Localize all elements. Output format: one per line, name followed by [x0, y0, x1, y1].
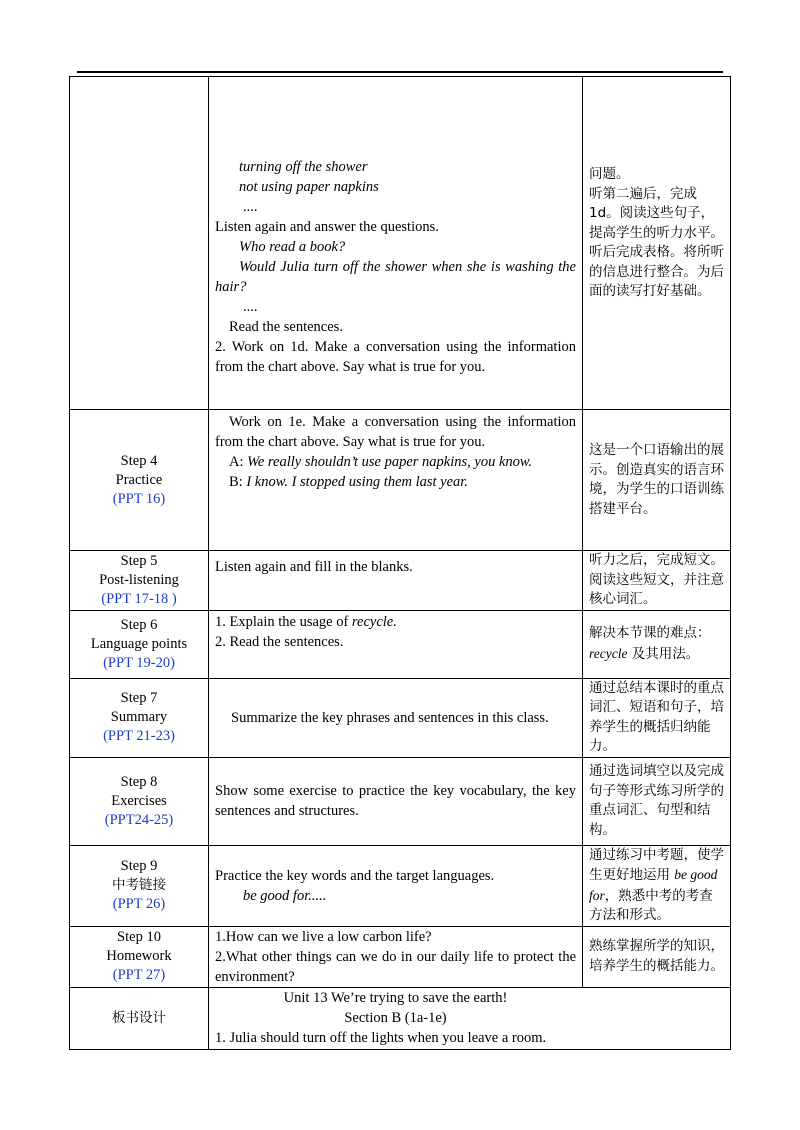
step-cell [70, 845, 209, 926]
step-number: Step 9 [120, 858, 158, 874]
keyword: be good for [589, 867, 718, 903]
step-name: Post-listening [99, 571, 179, 588]
dialogue-line [215, 472, 576, 492]
header-rule [77, 71, 723, 73]
purpose-text: 及其用法。 [627, 645, 700, 662]
purpose-text: 通过总结本课时的重点词汇、短语和句子，培养学生的概括归纳能力。 [589, 679, 724, 754]
activity-cell [209, 757, 583, 845]
step-number: Step 4 [120, 452, 158, 469]
table-row [70, 987, 731, 1049]
step-number: Step 5 [120, 552, 158, 569]
activity-prefix: 1. Explain the usage of [215, 613, 349, 630]
dialogue-text: We really shouldn’t use paper napkins, you know. [247, 454, 533, 470]
activity-text: not using paper napkins [239, 179, 379, 195]
step-cell [70, 410, 209, 551]
step-name: Homework [106, 948, 172, 964]
dialogue-line [215, 452, 576, 472]
board-label-cell [70, 987, 209, 1049]
purpose-cell [583, 410, 731, 551]
purpose-cell [583, 757, 731, 845]
activity-text: Listen again and fill in the blanks. [215, 559, 413, 575]
ppt-ref: (PPT 19-20) [103, 654, 175, 671]
ppt-ref: (PPT24-25) [104, 811, 174, 828]
activity-cell [209, 845, 583, 926]
step-name: 中考链接 [112, 877, 166, 893]
purpose-text: 解决本节课的难点： [589, 625, 711, 641]
activity-text: Practice the key words and the target languages. [215, 867, 495, 884]
step-name: Summary [110, 709, 168, 725]
step-number: Step 10 [117, 929, 161, 945]
board-sentence: 1. Julia should turn off the lights when you leave a room. [215, 1029, 547, 1046]
activity-cell [209, 77, 583, 410]
table-row [70, 77, 731, 410]
table-row [70, 610, 731, 678]
activity-cell [209, 610, 583, 678]
table-row [70, 757, 731, 845]
activity-text: be good for..... [243, 887, 327, 904]
activity-text: .... [243, 199, 258, 215]
activity-text [215, 612, 576, 632]
board-section: Section B (1a-1e) [344, 1009, 447, 1026]
activity-text: turning off the shower [239, 159, 368, 175]
activity-text: .... [243, 299, 258, 315]
purpose-text: 这是一个口语输出的展示。创造真实的语言环境，为学生的口语训练搭建平台。 [589, 442, 724, 517]
activity-cell [209, 410, 583, 551]
keyword: recycle [589, 645, 628, 661]
purpose-cell [583, 77, 731, 410]
step-number: Step 6 [120, 616, 158, 633]
activity-text: Who read a book? [239, 239, 346, 255]
lesson-plan-table [69, 76, 731, 1050]
activity-cell [209, 926, 583, 987]
purpose-text: 听力之后，完成短文。阅读这些短文，并注意核心词汇。 [589, 552, 724, 607]
step-cell [70, 678, 209, 757]
step-number: Step 8 [120, 773, 158, 790]
purpose-cell [583, 845, 731, 926]
activity-text: 2. Work on 1d. Make a conversation using the information from the chart above. Say what is true for you. [215, 339, 576, 375]
ppt-ref: (PPT 27) [112, 967, 166, 983]
purpose-cell [583, 610, 731, 678]
ppt-ref: (PPT 16) [112, 490, 166, 507]
activity-text: Work on 1e. Make a conversation using the information from the chart above. Say what is true for you. [215, 414, 576, 450]
purpose-cell [583, 926, 731, 987]
ppt-ref: (PPT 17-18 ) [101, 590, 177, 607]
activity-cell [209, 551, 583, 611]
activity-text: Read the sentences. [229, 319, 343, 335]
board-design-label: 板书设计 [112, 1009, 166, 1026]
speaker-label: B: [229, 474, 243, 490]
ppt-ref: (PPT 21-23) [103, 728, 175, 744]
table-row [70, 926, 731, 987]
ppt-ref: (PPT 26) [112, 896, 166, 912]
step-cell [70, 77, 209, 410]
step-cell [70, 610, 209, 678]
step-number: Step 7 [120, 690, 158, 706]
purpose-text: 通过练习中考题，使学生更好地运用 [589, 846, 724, 883]
purpose-text: ，熟悉中考的考查方法和形式。 [589, 887, 713, 923]
board-title: Unit 13 We’re trying to save the earth! [283, 989, 508, 1006]
purpose-cell [583, 551, 731, 611]
purpose-text: 熟练掌握所学的知识，培养学生的概括能力。 [589, 938, 724, 974]
activity-cell [209, 678, 583, 757]
activity-text: 2. Read the sentences. [215, 633, 344, 650]
speaker-label: A: [229, 454, 244, 470]
activity-text: Would Julia turn off the shower when she is washing the hair? [215, 259, 576, 295]
step-name: Practice [115, 471, 163, 488]
step-name: Exercises [111, 792, 167, 809]
activity-text: Summarize the key phrases and sentences in this class. [231, 709, 549, 726]
purpose-text: 问题。 听第二遍后，完成1d。阅读这些句子，提高学生的听力水平。听后完成表格。将所听的信息进行整合。为后面的读写打好基础。 [589, 166, 724, 299]
purpose-cell [583, 678, 731, 757]
table-row [70, 845, 731, 926]
purpose-text: 通过选词填空以及完成句子等形式练习所学的重点词汇、句型和结构。 [589, 763, 724, 838]
step-cell [70, 926, 209, 987]
dialogue-text: I know. I stopped using them last year. [246, 474, 468, 490]
step-cell [70, 757, 209, 845]
board-design-cell [209, 987, 731, 1049]
table-row [70, 678, 731, 757]
activity-text: 2.What other things can we do in our daily life to protect the environment? [215, 948, 576, 985]
table-row [70, 410, 731, 551]
activity-text: 1.How can we live a low carbon life? [215, 928, 432, 945]
keyword: recycle. [351, 613, 397, 630]
table-row [70, 551, 731, 611]
activity-text: Listen again and answer the questions. [215, 219, 439, 235]
step-name: Language points [90, 635, 188, 652]
step-cell [70, 551, 209, 611]
activity-text: Show some exercise to practice the key vocabulary, the key sentences and structures. [215, 783, 576, 819]
